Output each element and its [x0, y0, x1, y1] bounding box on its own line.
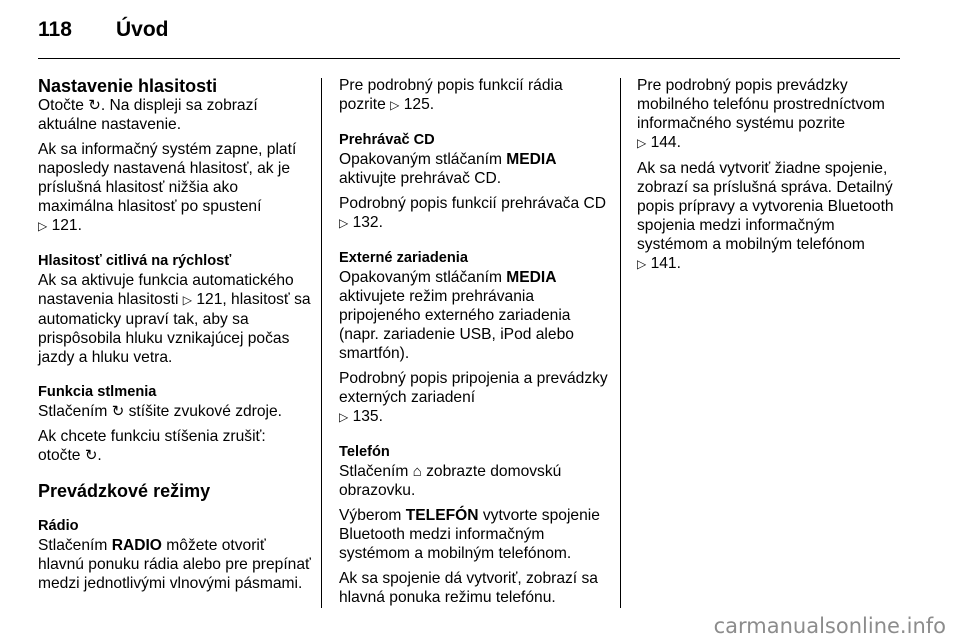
knob-icon: ↻: [88, 97, 101, 114]
page-ref[interactable]: 121, hlasitosť sa automaticky upraví tak, aby sa prispôsobila hluku vznikajúcej počas jazdy a hluku vetra.: [38, 291, 311, 366]
text: Ak chcete funkciu stíšenia zrušiť: otočte: [38, 428, 266, 464]
paragraph: [339, 150, 611, 188]
section-cd: [339, 131, 611, 233]
paragraph: [339, 194, 611, 233]
paragraph: [38, 271, 312, 367]
text: aktivujete režim prehrávania pripojeného externého zariadenia (napr. zariadenie USB, iPod alebo smartfón).: [339, 288, 574, 362]
text: stíšite zvukové zdroje.: [128, 403, 283, 420]
paragraph: [38, 536, 312, 593]
paragraph: [637, 76, 909, 153]
text: Ak sa nedá vytvoriť žiadne spojenie, zobrazí sa príslušná správa. Detailný popis prípravy a vytvorenia Bluetooth spojenia medzi informačným systémom a mobilným telefónom: [637, 160, 894, 253]
section-phone: [339, 443, 611, 607]
section-title-external: Externé zariadenia: [339, 250, 468, 266]
column-1: [38, 76, 312, 599]
page-ref-icon: ▷: [182, 293, 193, 307]
paragraph: [339, 76, 611, 115]
text: Ak sa aktivuje funkcia automatického nastavenia hlasitosti: [38, 272, 294, 308]
section-speed-volume: [38, 252, 312, 367]
button-label-phone: TELEFÓN: [405, 507, 479, 524]
page-ref-icon: ▷: [390, 98, 400, 112]
paragraph: [339, 268, 611, 363]
button-label-media: MEDIA: [506, 151, 557, 168]
text: Stlačením: [38, 537, 108, 554]
page-ref[interactable]: 132.: [352, 214, 383, 231]
section-radio: [38, 517, 312, 593]
page-number: 118: [38, 18, 72, 41]
text: Výberom: [339, 507, 402, 524]
text: Podrobný popis funkcií prehrávača CD: [339, 195, 606, 212]
text: .: [97, 447, 102, 464]
text: aktivujte prehrávač CD.: [339, 170, 502, 187]
page-ref-icon: ▷: [637, 136, 647, 150]
page-title: Úvod: [116, 18, 169, 41]
column-divider: [321, 78, 322, 608]
paragraph: [637, 159, 909, 274]
text: Pre podrobný popis funkcií rádia pozrite: [339, 77, 563, 113]
watermark: carmanualsonline.info: [713, 614, 946, 638]
knob-icon: ↻: [84, 447, 98, 464]
paragraph: [38, 96, 312, 134]
text: Opakovaným stláčaním: [339, 269, 502, 286]
text: . Na displeji sa zobrazí aktuálne nastavenie.: [38, 97, 258, 133]
section-title-phone: Telefón: [339, 444, 390, 460]
button-label-radio: RADIO: [111, 537, 162, 554]
paragraph: [339, 506, 611, 563]
text: Stlačením: [339, 463, 409, 480]
paragraph: [339, 462, 611, 500]
text: zobrazte domovskú obrazovku.: [339, 463, 562, 499]
text: Stlačením: [38, 403, 108, 420]
page-ref-icon: ▷: [637, 257, 647, 271]
paragraph: [38, 427, 312, 465]
page-ref[interactable]: 135.: [352, 408, 383, 425]
column-divider: [620, 78, 621, 608]
section-radio-ref: [339, 76, 611, 115]
text: Otočte: [38, 97, 84, 114]
page-ref[interactable]: 144.: [650, 134, 681, 151]
knob-icon: ↻: [111, 403, 125, 420]
paragraph: Ak sa spojenie dá vytvoriť, zobrazí sa hlavná ponuka režimu telefónu.: [339, 570, 598, 606]
column-2: [339, 76, 611, 613]
section-modes: [38, 481, 312, 501]
paragraph: [38, 402, 312, 421]
page-header: [38, 18, 169, 48]
text: môžete otvoriť hlavnú ponuku rádia alebo pre prepínať medzi jednotlivými vlnovými pásmami.: [38, 537, 311, 592]
button-label-media: MEDIA: [506, 269, 557, 286]
text: Opakovaným stláčaním: [339, 151, 502, 168]
text: Ak sa informačný systém zapne, platí naposledy nastavená hlasitosť, ak je príslušná hlasitosť nižšia ako maximálna hlasitosť po spustení: [38, 141, 297, 215]
page-ref-icon: ▷: [339, 410, 349, 424]
column-3: [637, 76, 909, 280]
section-mute: [38, 383, 312, 465]
paragraph: [339, 369, 611, 427]
section-volume: [38, 76, 312, 236]
section-title-volume: Nastavenie hlasitosti: [38, 76, 218, 96]
page-ref-icon: ▷: [339, 216, 349, 230]
section-title-modes: Prevádzkové režimy: [38, 481, 211, 501]
text: Pre podrobný popis prevádzky mobilného telefónu prostredníctvom informačného systému pozrite: [637, 77, 885, 132]
page-ref[interactable]: 125.: [403, 96, 435, 113]
section-title-speed-volume: Hlasitosť citlivá na rýchlosť: [38, 253, 232, 269]
home-icon: ⌂: [412, 463, 422, 480]
page-ref-icon: ▷: [38, 219, 48, 233]
text: Podrobný popis pripojenia a prevádzky externých zariadení: [339, 370, 608, 406]
text: vytvorte spojenie Bluetooth medzi informačným systémom a mobilným telefónom.: [339, 507, 600, 562]
section-title-mute: Funkcia stlmenia: [38, 384, 157, 400]
page-ref[interactable]: 141.: [650, 255, 681, 272]
section-external: [339, 249, 611, 427]
page-ref[interactable]: 121.: [51, 217, 82, 234]
section-title-cd: Prehrávač CD: [339, 132, 435, 148]
paragraph: [38, 140, 312, 236]
section-title-radio: Rádio: [38, 518, 79, 534]
header-rule: [38, 58, 900, 59]
